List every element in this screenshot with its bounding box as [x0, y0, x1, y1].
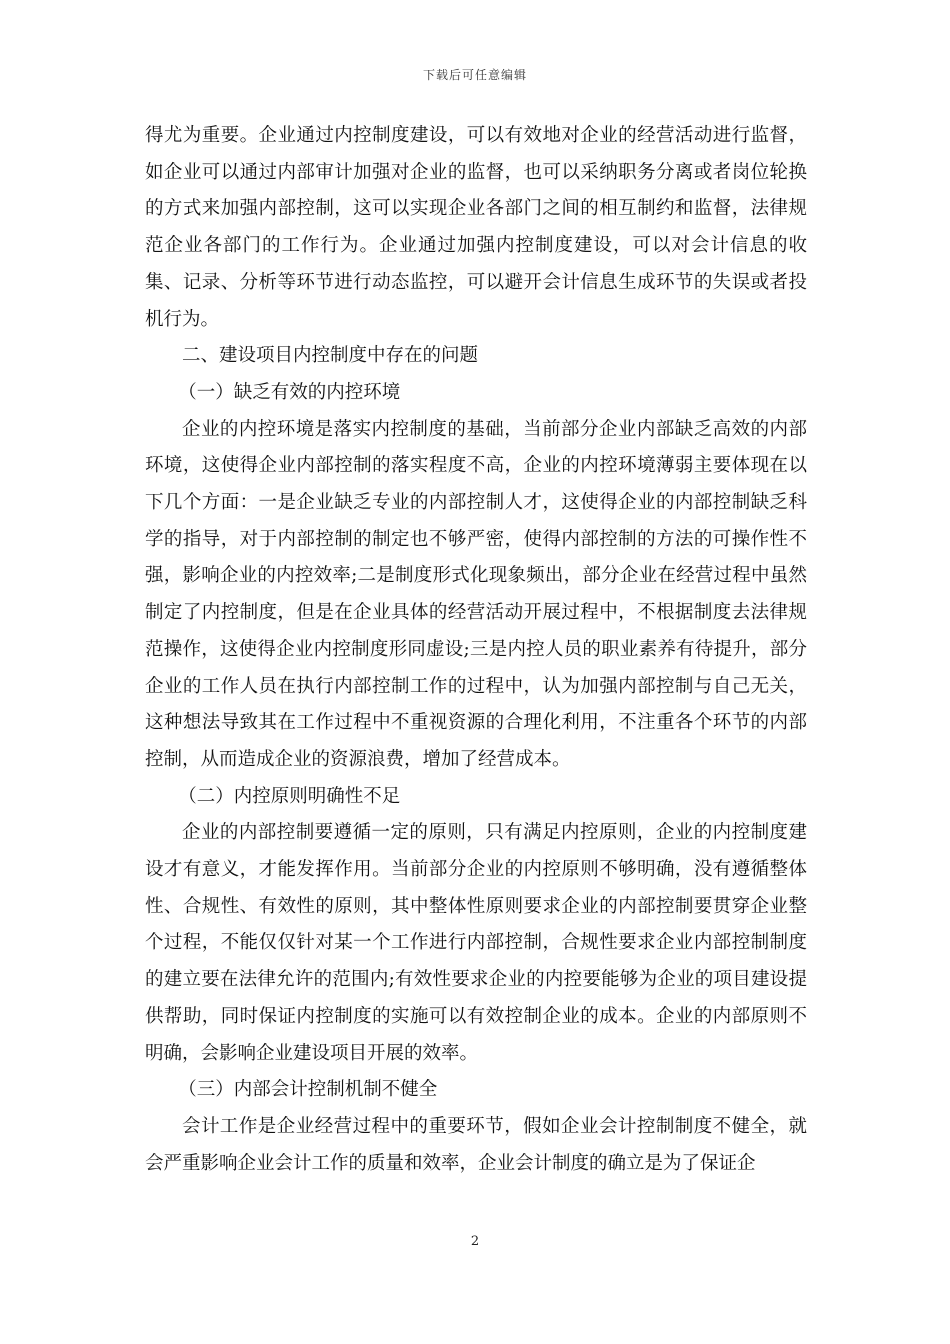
section-heading: 二、建设项目内控制度中存在的问题 — [182, 345, 479, 367]
subsection-heading-1: （一）缺乏有效的内控环境 — [178, 381, 401, 403]
paragraph: 企业的内控环境是落实内控制度的基础，当前部分企业内部缺乏高效的内部环境，这使得企业内部控制的落实程度不高，企业的内控环境薄弱主要体现在以下几个方面：一是企业缺乏专业的内部控制人才，这使得企业的内部控制缺乏科学的指导，对于内部控制的制定也不够严密，使得内部控制的方法的可操作性不强，影响企业的内控效率;二是制度形式化现象频出，部分企业在经营过程中虽然制定了内控制度，但是在企业具体的经营活动开展过程中，不根据制度去法律规范操作，这使得企业内控制度形同虚设;三是内控人员的职业素养有待提升，部分企业的工作人员在执行内部控制工作的过程中，认为加强内部控制与自己无关，这种想法导致其在工作过程中不重视资源的合理化利用，不注重各个环节的内部控制，从而造成企业的资源浪费，增加了经营成本。 — [145, 418, 807, 770]
subsection-heading-3: （三）内部会计控制机制不健全 — [178, 1079, 438, 1101]
page-header: 下载后可任意编辑 — [422, 68, 527, 82]
paragraph-continued: 得尤为重要。企业通过内控制度建设，可以有效地对企业的经营活动进行监督，如企业可以通过内部审计加强对企业的监督，也可以采纳职务分离或者岗位轮换的方式来加强内部控制，这可以实现企业各部门之间的相互制约和监督，法律规范企业各部门的工作行为。企业通过加强内控制度建设，可以对会计信息的收集、记录、分析等环节进行动态监控，可以避开会计信息生成环节的失误或者投机行为。 — [145, 125, 807, 330]
paragraph: 企业的内部控制要遵循一定的原则，只有满足内控原则，企业的内控制度建设才有意义，才能发挥作用。当前部分企业的内控原则不够明确，没有遵循整体性、合规性、有效性的原则，其中整体性原则要求企业的内部控制要贯穿企业整个过程，不能仅仅针对某一个工作进行内部控制，合规性要求企业内部控制制度的建立要在法律允许的范围内;有效性要求企业的内控要能够为企业的项目建设提供帮助，同时保证内控制度的实施可以有效控制企业的成本。企业的内部原则不明确，会影响企业建设项目开展的效率。 — [145, 822, 807, 1064]
page-number: 2 — [470, 1234, 480, 1249]
paragraph: 会计工作是企业经营过程中的重要环节，假如企业会计控制制度不健全，就会严重影响企业会计工作的质量和效率，企业会计制度的确立是为了保证企 — [145, 1115, 807, 1174]
subsection-heading-2: （二）内控原则明确性不足 — [178, 785, 401, 807]
document-body — [145, 118, 807, 1182]
